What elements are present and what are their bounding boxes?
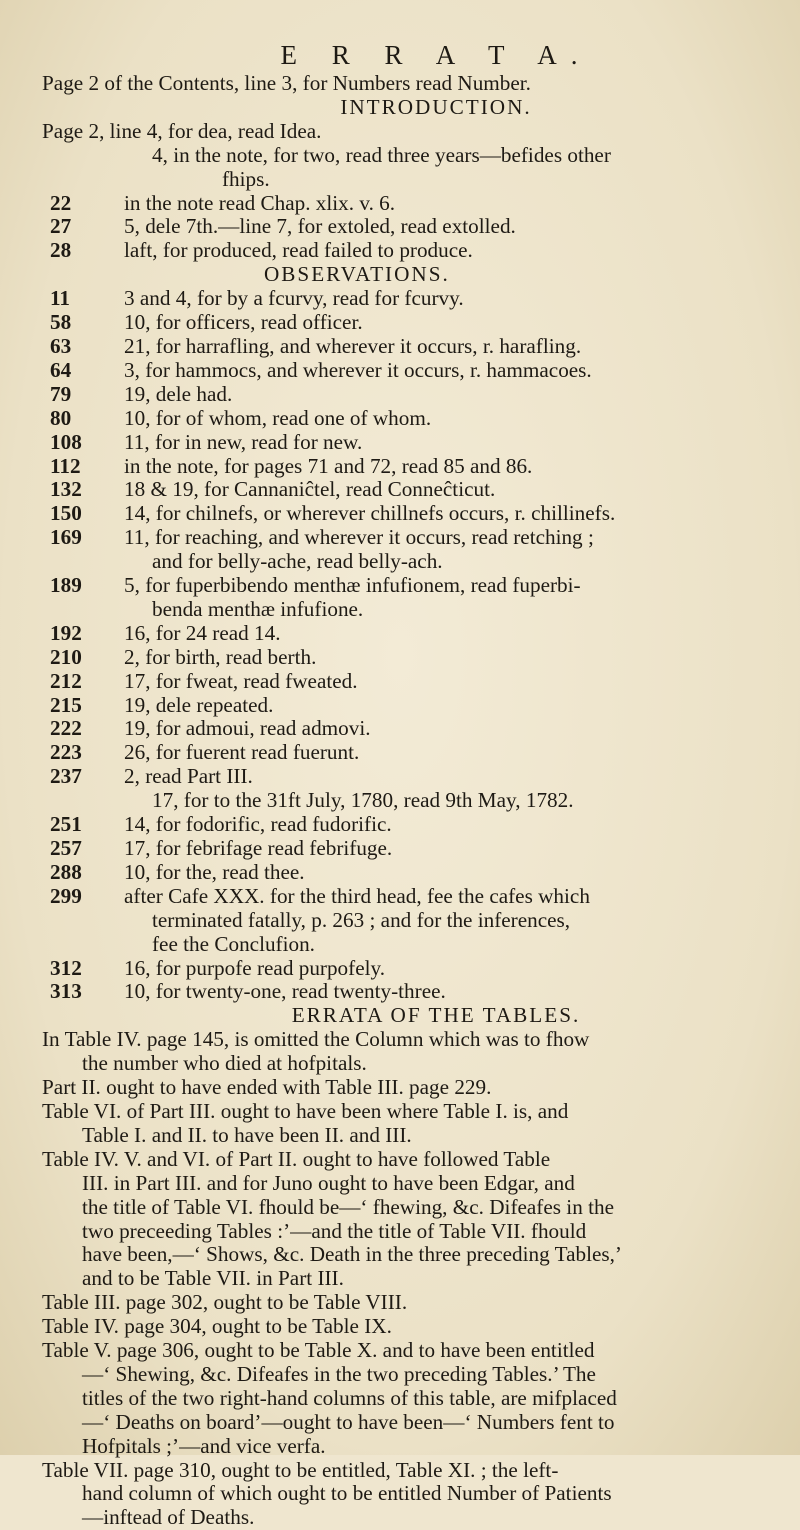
- errata-row: [42, 383, 770, 407]
- correction-text: 2, read Part III.: [124, 764, 253, 789]
- correction-text: 11, for reaching, and wherever it occurs, read retching ;: [124, 525, 594, 550]
- page-number: 215: [50, 692, 82, 717]
- intro-line: Page 2, line 4, for dea, read Idea.: [42, 118, 322, 143]
- errata-row: [42, 287, 770, 311]
- correction-text: OBSERVATIONS.: [264, 262, 450, 287]
- errata-heading: E R R A T A.: [280, 40, 592, 70]
- correction-text: benda menthæ infufione.: [152, 596, 364, 621]
- errata-row: [42, 359, 770, 383]
- correction-text: 16, for purpofe read purpofely.: [124, 955, 386, 980]
- page-number: 237: [50, 764, 82, 789]
- correction-text: laft, for produced, read failed to produce.: [124, 238, 473, 263]
- table-erratum: [42, 1339, 770, 1459]
- page-number: 313: [50, 979, 82, 1004]
- table-erratum-line: the number who died at hofpitals.: [82, 1051, 367, 1076]
- errata-row: [42, 694, 770, 718]
- errata-row: [42, 502, 770, 526]
- tables-errata-heading: ERRATA OF THE TABLES.: [291, 1003, 581, 1028]
- table-erratum-line: —‘ Shewing, &c. Difeafes in the two preceding Tables.’ The: [82, 1361, 596, 1386]
- correction-text: 16, for 24 read 14.: [124, 620, 281, 645]
- intro-line: fhips.: [222, 166, 270, 191]
- table-erratum-line: Table IV. V. and VI. of Part II. ought to have followed Table: [42, 1146, 551, 1171]
- page-number: 192: [50, 620, 82, 645]
- errata-row: [42, 670, 770, 694]
- correction-text: 3 and 4, for by a fcurvy, read for fcurvy.: [124, 286, 464, 311]
- errata-row: [42, 263, 770, 287]
- table-erratum-line: titles of the two right-hand columns of this table, are mifplaced: [82, 1385, 617, 1410]
- correction-text: 26, for fuerent read fuerunt.: [124, 740, 360, 765]
- errata-row: [42, 885, 770, 909]
- errata-row: [42, 861, 770, 885]
- errata-row: [42, 407, 770, 431]
- table-erratum-line: and to be Table VII. in Part III.: [82, 1266, 344, 1291]
- table-erratum: [42, 1076, 770, 1100]
- correction-text: 5, dele 7th.—line 7, for extoled, read extolled.: [124, 214, 516, 239]
- introduction-subheading: INTRODUCTION.: [340, 94, 532, 119]
- correction-text: 10, for of whom, read one of whom.: [124, 405, 432, 430]
- errata-row: [42, 765, 770, 789]
- errata-row: [42, 335, 770, 359]
- table-erratum-line: Table VII. page 310, ought to be entitled, Table XI. ; the left-: [42, 1457, 559, 1482]
- table-erratum-line: —‘ Deaths on board’—ought to have been—‘ Numbers fent to: [82, 1409, 615, 1434]
- page-number: 222: [50, 716, 82, 741]
- correction-text: 10, for twenty-one, read twenty-three.: [124, 979, 446, 1004]
- errata-row: [42, 574, 770, 598]
- page-number: 299: [50, 883, 82, 908]
- page-number: 189: [50, 573, 82, 598]
- errata-row: [42, 909, 770, 933]
- correction-text: 18 & 19, for Cannaniĉtel, read Conneĉticut.: [124, 477, 496, 502]
- page-number: 288: [50, 859, 82, 884]
- page-number: 63: [50, 333, 72, 358]
- page-number: 251: [50, 812, 82, 837]
- table-erratum: [42, 1100, 770, 1148]
- errata-row: [42, 239, 770, 263]
- correction-text: 3, for hammocs, and wherever it occurs, r. hammacoes.: [124, 357, 592, 382]
- table-erratum-line: hand column of which ought to be entitled Number of Patients: [82, 1481, 612, 1506]
- correction-text: 10, for the, read thee.: [124, 859, 305, 884]
- errata-row: [42, 933, 770, 957]
- table-erratum-line: Table I. and II. to have been II. and III.: [82, 1122, 412, 1147]
- table-erratum-line: III. in Part III. and for Juno ought to have been Edgar, and: [82, 1170, 575, 1195]
- page-number: [42, 789, 124, 813]
- correction-text: 21, for harrafling, and wherever it occurs, r. harafling.: [124, 333, 582, 358]
- errata-row: [42, 192, 770, 216]
- page-number: [42, 909, 124, 933]
- errata-row: [42, 646, 770, 670]
- correction-text: 5, for fuperbibendo menthæ infufionem, read fuperbi-: [124, 573, 581, 598]
- table-erratum-line: In Table IV. page 145, is omitted the Column which was to fhow: [42, 1027, 590, 1052]
- correction-text: and for belly-ache, read belly-ach.: [152, 549, 443, 574]
- errata-row: [42, 526, 770, 550]
- intro-section: [42, 72, 770, 192]
- errata-list: [42, 192, 770, 1005]
- intro-line: Page 2 of the Contents, line 3, for Numbers read Number.: [42, 71, 531, 95]
- errata-row: [42, 431, 770, 455]
- page-number: 27: [50, 214, 72, 239]
- correction-text: 14, for fodorific, read fudorific.: [124, 812, 392, 837]
- page-number: [42, 933, 124, 957]
- page-number: 257: [50, 836, 82, 860]
- correction-text: fee the Conclufion.: [152, 931, 315, 956]
- table-erratum-line: Table V. page 306, ought to be Table X. and to have been entitled: [42, 1338, 595, 1363]
- errata-row: [42, 717, 770, 741]
- correction-text: 17, for fweat, read fweated.: [124, 668, 358, 693]
- table-erratum-line: have been,—‘ Shows, &c. Death in the three preceding Tables,’: [82, 1242, 622, 1267]
- table-erratum: [42, 1291, 770, 1315]
- page-number: 150: [50, 501, 82, 526]
- correction-text: 17, for febrifage read febrifuge.: [124, 836, 393, 860]
- page-number: 132: [50, 477, 82, 502]
- correction-text: 14, for chilnefs, or wherever chillnefs occurs, r. chillinefs.: [124, 501, 616, 526]
- correction-text: in the note read Chap. xlix. v. 6.: [124, 190, 396, 215]
- correction-text: 17, for to the 31ft July, 1780, read 9th May, 1782.: [152, 788, 574, 813]
- errata-row: [42, 215, 770, 239]
- page-number: 28: [50, 238, 72, 263]
- page-number: 79: [50, 381, 72, 406]
- page-number: 212: [50, 668, 82, 693]
- page-number: 22: [50, 190, 72, 215]
- table-erratum-line: two preceeding Tables :’—and the title of Table VII. fhould: [82, 1218, 587, 1243]
- table-erratum-line: Table VI. of Part III. ought to have been where Table I. is, and: [42, 1098, 569, 1123]
- correction-text: 11, for in new, read for new.: [124, 429, 363, 454]
- page-number: 11: [50, 286, 71, 311]
- table-erratum: [42, 1148, 770, 1291]
- correction-text: 2, for birth, read berth.: [124, 644, 317, 669]
- table-erratum: [42, 1028, 770, 1076]
- page-number: 108: [50, 429, 82, 454]
- errata-row: [42, 837, 770, 861]
- errata-row: [42, 622, 770, 646]
- table-erratum-line: Hofpitals ;’—and vice verfa.: [82, 1433, 326, 1458]
- table-erratum-line: the title of Table VI. fhould be—‘ fhewing, &c. Difeafes in the: [82, 1194, 614, 1219]
- errata-row: [42, 957, 770, 981]
- errata-row: [42, 478, 770, 502]
- page-number: [42, 550, 124, 574]
- table-erratum: [42, 1459, 770, 1530]
- correction-text: after Cafe XXX. for the third head, fee the cafes which: [124, 883, 590, 908]
- page-number: 312: [50, 955, 82, 980]
- page-number: [42, 263, 124, 287]
- page-number: [42, 598, 124, 622]
- table-erratum-line: —inftead of Deaths.: [82, 1505, 255, 1530]
- errata-row: [42, 741, 770, 765]
- page-number: 58: [50, 310, 72, 335]
- table-erratum-line: Table III. page 302, ought to be Table VIII.: [42, 1290, 408, 1315]
- errata-row: [42, 598, 770, 622]
- page-number: 80: [50, 405, 72, 430]
- page-number: 64: [50, 357, 72, 382]
- table-erratum: [42, 1315, 770, 1339]
- page-number: 223: [50, 740, 82, 765]
- page-number: 112: [50, 453, 81, 478]
- intro-line: 4, in the note, for two, read three years—befides other: [152, 142, 611, 167]
- table-erratum-line: Part II. ought to have ended with Table III. page 229.: [42, 1075, 492, 1100]
- correction-text: terminated fatally, p. 263 ; and for the inferences,: [152, 907, 571, 932]
- correction-text: 19, dele had.: [124, 381, 233, 406]
- correction-text: in the note, for pages 71 and 72, read 85 and 86.: [124, 453, 533, 478]
- errata-row: [42, 455, 770, 479]
- errata-row: [42, 311, 770, 335]
- correction-text: 10, for officers, read officer.: [124, 310, 363, 335]
- table-erratum-line: Table IV. page 304, ought to be Table IX.: [42, 1314, 392, 1339]
- errata-row: [42, 813, 770, 837]
- correction-text: 19, dele repeated.: [124, 692, 274, 717]
- page-number: 210: [50, 644, 82, 669]
- page-number: 169: [50, 525, 82, 550]
- errata-row: [42, 550, 770, 574]
- errata-row: [42, 789, 770, 813]
- correction-text: 19, for admoui, read admovi.: [124, 716, 371, 741]
- errata-row: [42, 980, 770, 1004]
